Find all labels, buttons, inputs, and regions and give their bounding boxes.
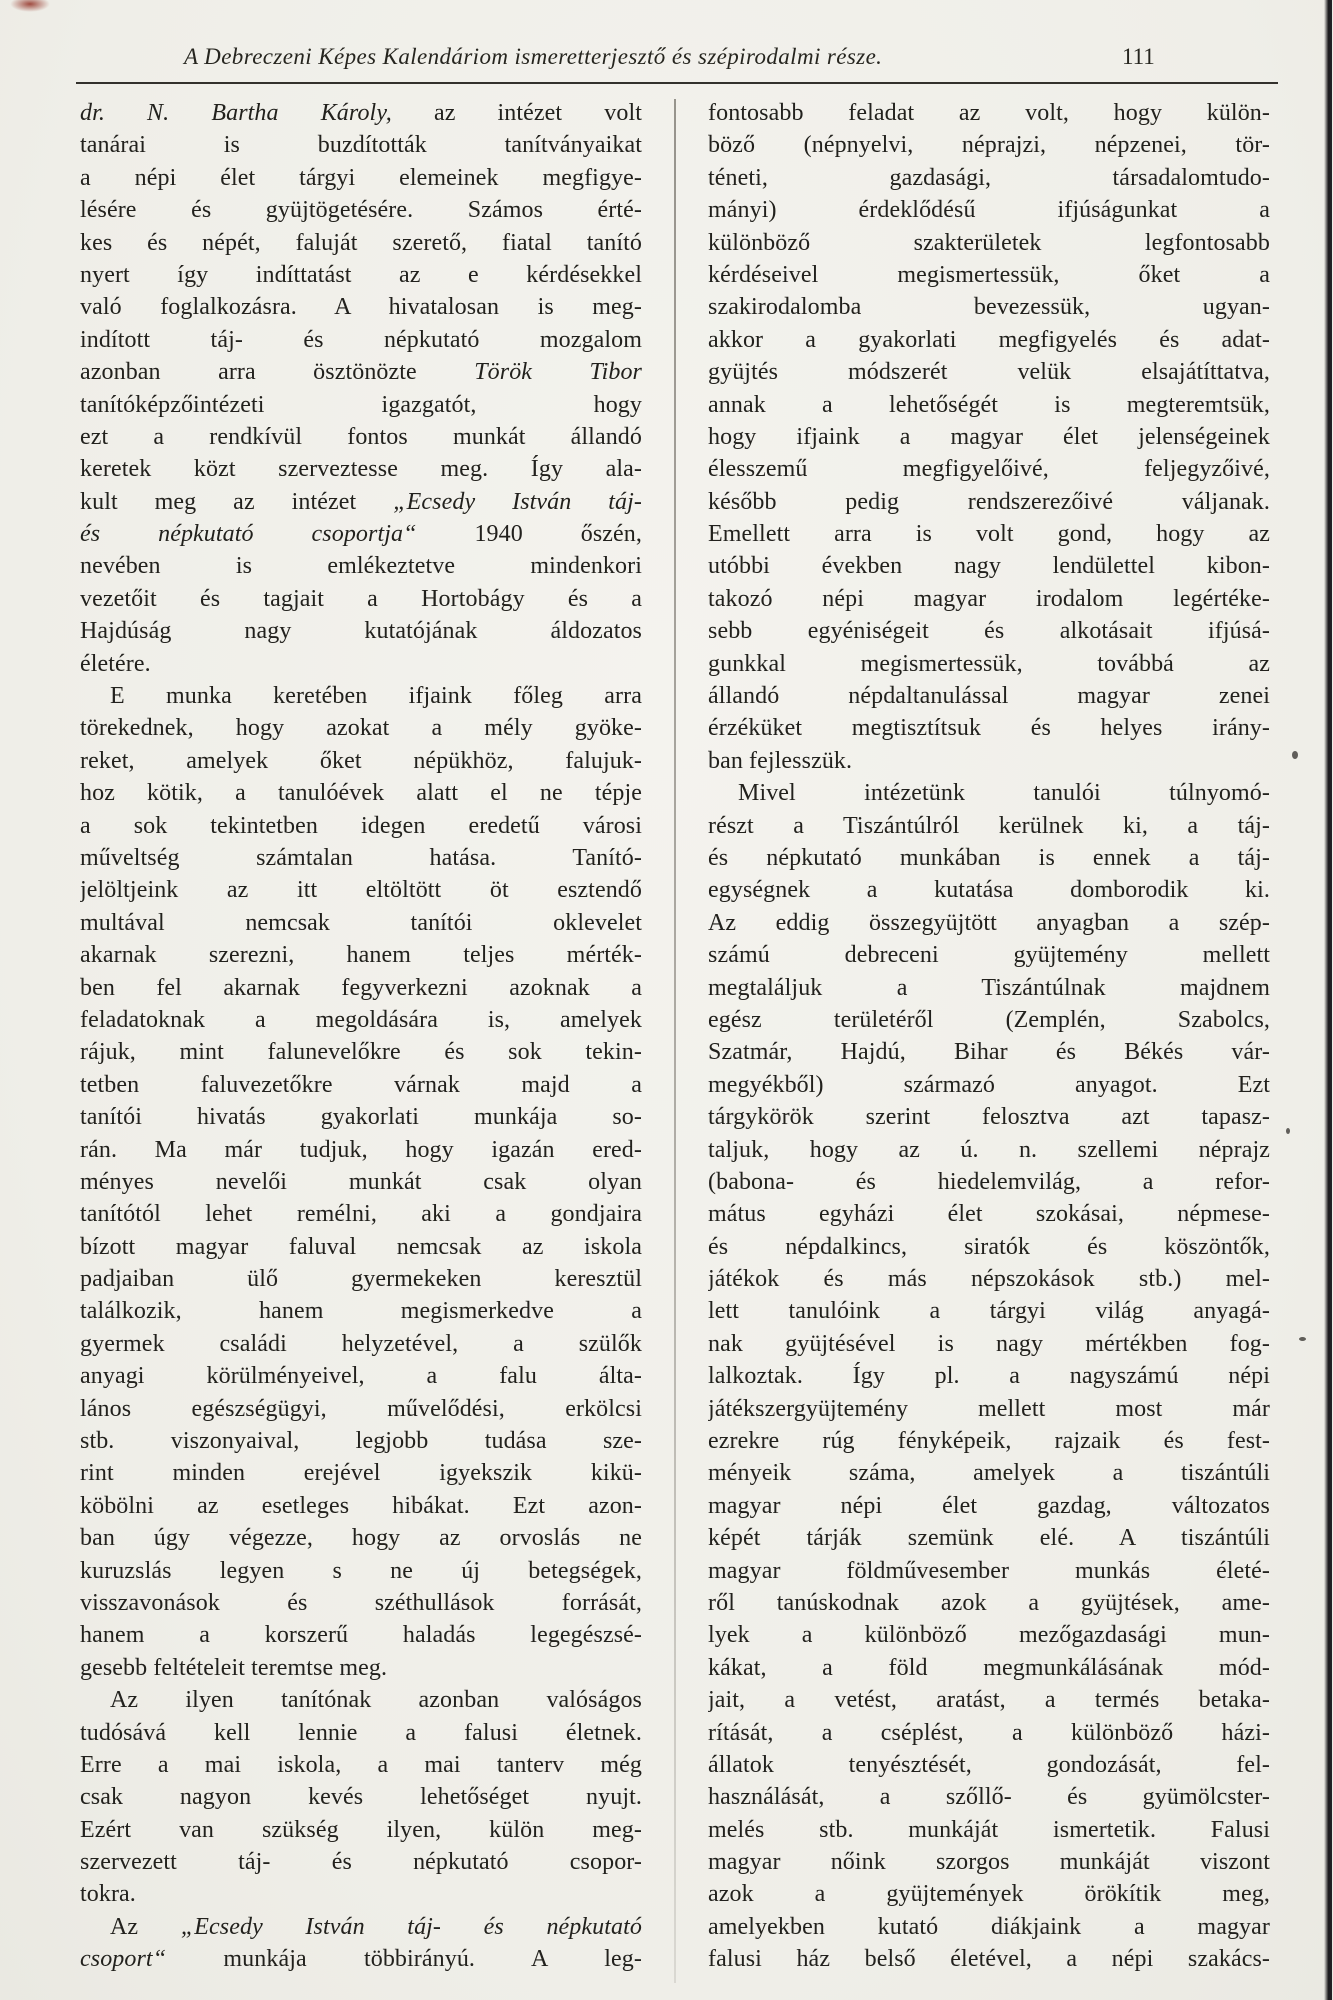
text-line: hoz kötik, a tanulóévek alatt el ne tépje bbox=[80, 780, 642, 807]
text-line: ben fel akarnak fegyverkezni azoknak a bbox=[80, 974, 642, 1001]
text-line: egységnek a kutatása domborodik ki. bbox=[708, 877, 1270, 904]
text-columns bbox=[80, 97, 1270, 1987]
text-line: lyek a különböző mezőgazdasági mun- bbox=[708, 1622, 1270, 1649]
text-line: részt a Tiszántúlról kerülnek ki, a táj- bbox=[708, 812, 1270, 839]
paragraph bbox=[708, 97, 1270, 777]
text-line bbox=[80, 97, 642, 129]
text-line: annak a lehetőségét is megteremtsük, bbox=[708, 391, 1270, 418]
text-line: szervezett táj- és népkutató csopor- bbox=[80, 1849, 642, 1876]
scan-edge-artifact bbox=[1324, 0, 1332, 2000]
text-line: mányi) érdeklődésű ifjúságunkat a bbox=[708, 197, 1270, 224]
text-line: lalkoztak. Így pl. a nagyszámú népi bbox=[708, 1363, 1270, 1390]
text-line: jelöltjeink az itt eltöltött öt esztendő bbox=[80, 877, 642, 904]
text-line: Hajdúság nagy kutatójának áldozatos bbox=[80, 618, 642, 645]
text-line: gyermek családi helyzetével, a szülők bbox=[80, 1330, 642, 1357]
text-line: tokra. bbox=[80, 1881, 136, 1908]
right-column bbox=[708, 97, 1270, 1987]
running-title: A Debreczeni Képes Kalendáriom ismeretterjesztő és szépirodalmi része. bbox=[184, 44, 883, 69]
text-line: anyagi körülményeivel, a falu álta- bbox=[80, 1363, 642, 1390]
text-line: bízott magyar faluval nemcsak az iskola bbox=[80, 1233, 642, 1260]
text-line: ezt a rendkívül fontos munkát állandó bbox=[80, 423, 642, 450]
text-line: megyékből) származó anyagot. Ezt bbox=[708, 1071, 1270, 1098]
text-line: törekednek, hogy azokat a mély gyöke- bbox=[80, 715, 642, 742]
text-line: padjaiban ülő gyermekeken keresztül bbox=[80, 1266, 642, 1293]
text-line: rán. Ma már tudjuk, hogy igazán ered- bbox=[80, 1136, 642, 1163]
text-line: gesebb feltételeit teremtse meg. bbox=[80, 1654, 388, 1681]
text-line: tanítóképzőintézeti igazgatót, hogy bbox=[80, 391, 642, 418]
text-line: egész területéről (Zemplén, Szabolcs, bbox=[708, 1006, 1270, 1033]
text-line: különböző szakterületek legfontosabb bbox=[708, 229, 1270, 256]
text-line: magyar nőink szorgos munkáját viszont bbox=[708, 1849, 1270, 1876]
text-line bbox=[80, 1911, 642, 1943]
ink-speck bbox=[1286, 1128, 1290, 1134]
text-line: hanem a korszerű haladás legegészsé- bbox=[80, 1622, 642, 1649]
text-segment: azonban arra ösztönözte bbox=[80, 359, 475, 386]
text-line bbox=[80, 486, 642, 518]
text-line: tetben faluvezetőkre várnak majd a bbox=[80, 1071, 642, 1098]
text-segment: dr. N. Bartha Károly, bbox=[80, 100, 392, 126]
text-line: gunkkal megismertessük, továbbá az bbox=[708, 650, 1270, 677]
text-line: téneti, gazdasági, társadalomtudo- bbox=[708, 164, 1270, 191]
ink-speck bbox=[1299, 1337, 1306, 1341]
text-segment: „Ecsedy István táj- és népkutató bbox=[180, 1913, 642, 1940]
text-line: kérdéseivel megismertessük, őket a bbox=[708, 261, 1270, 288]
text-line: magyar népi élet gazdag, változatos bbox=[708, 1492, 1270, 1519]
text-line: nyert így indíttatást az e kérdésekkel bbox=[80, 261, 642, 288]
text-line: rítását, a cséplést, a különböző házi- bbox=[708, 1719, 1270, 1746]
text-line: ban fejlesszük. bbox=[708, 747, 853, 774]
text-line: hogy ifjaink a magyar élet jelenségeinek bbox=[708, 423, 1270, 450]
text-line: lett tanulóink a tárgyi világ anyagá- bbox=[708, 1298, 1270, 1325]
text-line: akkor a gyakorlati megfigyelés és adat- bbox=[708, 326, 1270, 353]
text-line: játékok és más népszokások stb.) mel- bbox=[708, 1266, 1270, 1293]
text-line: megtaláljuk a Tiszántúlnak majdnem bbox=[708, 974, 1270, 1001]
text-line: játékszergyüjtemény mellett most már bbox=[708, 1395, 1270, 1422]
text-line: később pedig rendszerezőivé váljanak. bbox=[708, 488, 1270, 515]
text-line: gyüjtés módszerét velük elsajátíttatva, bbox=[708, 359, 1270, 386]
text-line bbox=[80, 518, 642, 550]
text-line: nevében is emlékeztetve mindenkori bbox=[80, 553, 642, 580]
text-line: tanárai is buzdították tanítványaikat bbox=[80, 132, 642, 159]
text-line: szakirodalomba bevezessük, ugyan- bbox=[708, 294, 1270, 321]
text-line: Az eddig összegyüjtött anyagban a szép- bbox=[708, 909, 1270, 936]
text-line: ményes nevelői munkát csak olyan bbox=[80, 1168, 642, 1195]
text-line: rint minden erejével igyekszik kikü- bbox=[80, 1460, 642, 1487]
text-line: falusi ház belső életével, a népi szakács- bbox=[708, 1946, 1270, 1973]
header-rule bbox=[76, 82, 1278, 84]
text-line: és népkutató munkában is ennek a táj- bbox=[708, 844, 1270, 871]
text-line bbox=[80, 1943, 642, 1975]
text-line: fontosabb feladat az volt, hogy külön- bbox=[708, 100, 1270, 126]
text-line: azok a gyüjtemények örökítik meg, bbox=[708, 1881, 1270, 1908]
text-line: E munka keretében ifjaink főleg arra bbox=[110, 683, 642, 710]
text-line: csak nagyon kevés lehetőséget nyujt. bbox=[80, 1784, 642, 1811]
column-divider bbox=[674, 99, 676, 1983]
paragraph bbox=[708, 777, 1270, 1975]
text-line: Emellett arra is volt gond, hogy az bbox=[708, 521, 1270, 548]
text-line: állatok tenyésztését, gondozását, fel- bbox=[708, 1751, 1270, 1778]
text-line: rájuk, mint falunevelőkre és sok tekin- bbox=[80, 1039, 642, 1066]
text-line: tárgykörök szerint felosztva azt tapasz- bbox=[708, 1104, 1270, 1131]
text-line: élesszemű megfigyelőivé, feljegyzőivé, bbox=[708, 456, 1270, 483]
text-line: és népdalkincs, siratók és köszöntők, bbox=[708, 1233, 1270, 1260]
text-line: keretek közt szerveztesse meg. Így ala- bbox=[80, 456, 642, 483]
paragraph bbox=[80, 1911, 642, 1976]
text-line: műveltség számtalan hatása. Tanító- bbox=[80, 844, 642, 871]
page-header bbox=[80, 44, 1273, 76]
text-line: képét tárják szemünk elé. A tiszántúli bbox=[708, 1525, 1270, 1552]
text-line: amelyekben kutató diákjaink a magyar bbox=[708, 1913, 1270, 1940]
text-line: érzéküket megtisztítsuk és helyes irány- bbox=[708, 715, 1270, 742]
text-line: taljuk, hogy az ú. n. szellemi néprajz bbox=[708, 1136, 1270, 1163]
text-segment: kult meg az intézet bbox=[80, 488, 394, 515]
text-line: kuruzslás legyen s ne új betegségek, bbox=[80, 1557, 642, 1584]
text-line: ezrekre rúg fényképeik, rajzaik és fest- bbox=[708, 1428, 1270, 1455]
text-line: a népi élet tárgyi elemeinek megfigye- bbox=[80, 164, 642, 191]
text-line: számú debreceni gyüjtemény mellett bbox=[708, 942, 1270, 969]
text-line: Mivel intézetünk tanulói túlnyomó- bbox=[738, 780, 1270, 807]
text-line: állandó népdaltanulással magyar zenei bbox=[708, 683, 1270, 710]
text-line: kákat, a föld megmunkálásának mód- bbox=[708, 1654, 1270, 1681]
text-line: melés stb. munkáját ismertetik. Falusi bbox=[708, 1816, 1270, 1843]
text-line: sebb egyéniségeit és alkotásait ifjúsá- bbox=[708, 618, 1270, 645]
paragraph bbox=[80, 680, 642, 1684]
text-line: ről tanúskodnak azok a gyüjtések, ame- bbox=[708, 1589, 1270, 1616]
text-line: találkozik, hanem megismerkedve a bbox=[80, 1298, 642, 1325]
text-line bbox=[80, 356, 642, 388]
text-segment: csoport“ bbox=[80, 1946, 167, 1973]
text-line: akarnak szerezni, hanem teljes mérték- bbox=[80, 942, 642, 969]
left-column bbox=[80, 97, 642, 1987]
text-line: böző (népnyelvi, néprajzi, népzenei, tör- bbox=[708, 132, 1270, 159]
text-line: takozó népi magyar irodalom legértéke- bbox=[708, 585, 1270, 612]
text-line: visszavonások és széthullások forrását, bbox=[80, 1589, 642, 1616]
text-segment: az intézet volt bbox=[391, 100, 642, 126]
text-line: (babona- és hiedelemvilág, a refor- bbox=[708, 1168, 1270, 1195]
text-line: ményeik száma, amelyek a tiszántúli bbox=[708, 1460, 1270, 1487]
text-line: életére. bbox=[80, 650, 151, 677]
text-line: tanítótól lehet remélni, aki a gondjaira bbox=[80, 1201, 642, 1228]
text-line: stb. viszonyaival, legjobb tudása sze- bbox=[80, 1428, 642, 1455]
text-line: Az ilyen tanítónak azonban valóságos bbox=[110, 1687, 642, 1714]
text-segment: Török Tibor bbox=[474, 359, 642, 386]
text-line: lésére és gyüjtögetésére. Számos érté- bbox=[80, 197, 642, 224]
text-line: Erre a mai iskola, a mai tanterv még bbox=[80, 1751, 642, 1778]
text-line: a sok tekintetben idegen eredetű városi bbox=[80, 812, 642, 839]
text-segment: „Ecsedy István táj- bbox=[393, 488, 642, 515]
text-line: jait, a vetést, aratást, a termés betaka- bbox=[708, 1687, 1270, 1714]
paragraph bbox=[80, 1684, 642, 1911]
paragraph bbox=[80, 97, 642, 680]
text-line: mátus egyházi élet szokásai, népmese- bbox=[708, 1201, 1270, 1228]
text-line: Szatmár, Hajdú, Bihar és Békés vár- bbox=[708, 1039, 1270, 1066]
text-segment: Az bbox=[110, 1913, 181, 1940]
text-line: tudósává kell lennie a falusi életnek. bbox=[80, 1719, 642, 1746]
text-line: Ezért van szükség ilyen, külön meg- bbox=[80, 1816, 642, 1843]
text-segment: munkája többirányú. A leg- bbox=[166, 1946, 642, 1973]
text-line: tanítói hivatás gyakorlati munkája so- bbox=[80, 1104, 642, 1131]
text-line: nak gyüjtésével is nagy mértékben fog- bbox=[708, 1330, 1270, 1357]
text-line: használását, a szőllő- és gyümölcster- bbox=[708, 1784, 1270, 1811]
page-number: 111 bbox=[1122, 44, 1155, 69]
text-segment: 1940 őszén, bbox=[416, 521, 642, 548]
text-line: vezetőit és tagjait a Hortobágy és a bbox=[80, 585, 642, 612]
text-line: utóbbi években nagy lendülettel kibon- bbox=[708, 553, 1270, 580]
text-line: kes és népét, faluját szerető, fiatal tanító bbox=[80, 229, 642, 256]
text-line: magyar földművesember munkás életé- bbox=[708, 1557, 1270, 1584]
text-segment: és népkutató csoportja“ bbox=[80, 521, 417, 548]
text-line: ban úgy végezze, hogy az orvoslás ne bbox=[80, 1525, 642, 1552]
text-line: indított táj- és népkutató mozgalom bbox=[80, 326, 642, 353]
text-line: feladatoknak a megoldására is, amelyek bbox=[80, 1006, 642, 1033]
ink-speck bbox=[1292, 751, 1298, 759]
text-line: lános egészségügyi, művelődési, erkölcsi bbox=[80, 1395, 642, 1422]
scan-corner-smudge bbox=[10, 0, 50, 12]
text-line: köbölni az esetleges hibákat. Ezt azon- bbox=[80, 1492, 642, 1519]
text-line: való foglalkozásra. A hivatalosan is meg- bbox=[80, 294, 642, 321]
text-line: reket, amelyek őket népükhöz, falujuk- bbox=[80, 747, 642, 774]
text-line: multával nemcsak tanítói oklevelet bbox=[80, 909, 642, 936]
